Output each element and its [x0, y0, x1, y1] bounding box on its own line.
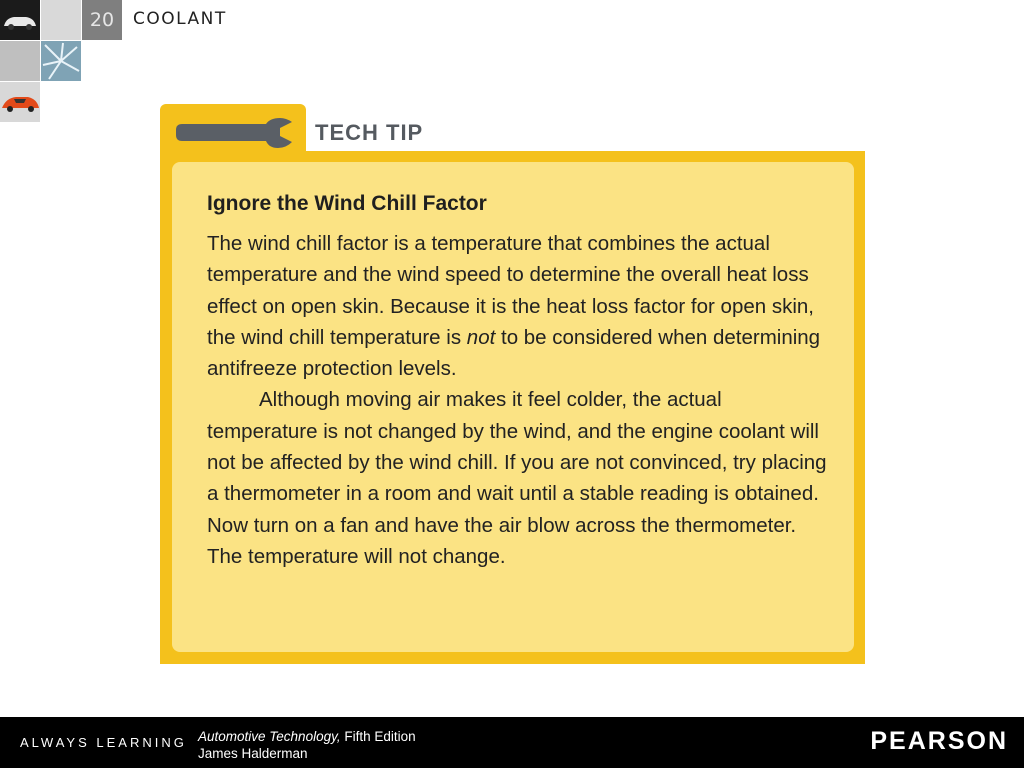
tech-tip-label: TECH TIP — [315, 120, 424, 145]
tech-tip-paragraph-2: Although moving air makes it feel colder, the actual temperature is not changed by the wind, and the engine coolant will not be affected by the wind chill. If you are not convinced, try placing a thermometer in a room and wait until a stable reading is obtained. Now turn on a fan and have the air blow across the thermometer. The temperature will not change. — [207, 388, 827, 568]
para1-emphasis: not — [466, 325, 496, 349]
para1-text-end: to be considered when determining antifreeze protection levels. — [207, 325, 821, 381]
chapter-title: COOLANT — [133, 9, 227, 29]
chapter-number: 20 — [82, 0, 122, 40]
tech-tip-heading: Ignore the Wind Chill Factor — [207, 192, 487, 215]
book-title-line — [198, 728, 416, 745]
car-thumbnail-red — [0, 82, 40, 122]
car-thumbnail-dark — [0, 0, 40, 40]
wrench-icon — [174, 116, 294, 150]
footer-slogan: ALWAYS LEARNING — [20, 735, 187, 750]
header-tile — [41, 0, 81, 40]
spark-image — [41, 41, 81, 81]
book-author: James Halderman — [198, 746, 308, 761]
book-title: Automotive Technology, — [198, 729, 341, 744]
book-credit — [198, 728, 416, 762]
tech-tip-box — [160, 104, 865, 664]
footer-bar — [0, 717, 1024, 768]
tech-tip-paragraph-1 — [207, 228, 827, 384]
tech-tip-body — [207, 228, 827, 572]
publisher-logo: PEARSON — [870, 727, 1008, 755]
header-tile — [0, 41, 40, 81]
para1-text-start: The wind chill factor is a temperature that combines the actual temperature and the wind speed to determine the overall heat loss effect on open skin. Because it is the heat loss factor for open skin, the wind chill temperature is — [207, 232, 815, 349]
book-edition: Fifth Edition — [340, 729, 416, 744]
